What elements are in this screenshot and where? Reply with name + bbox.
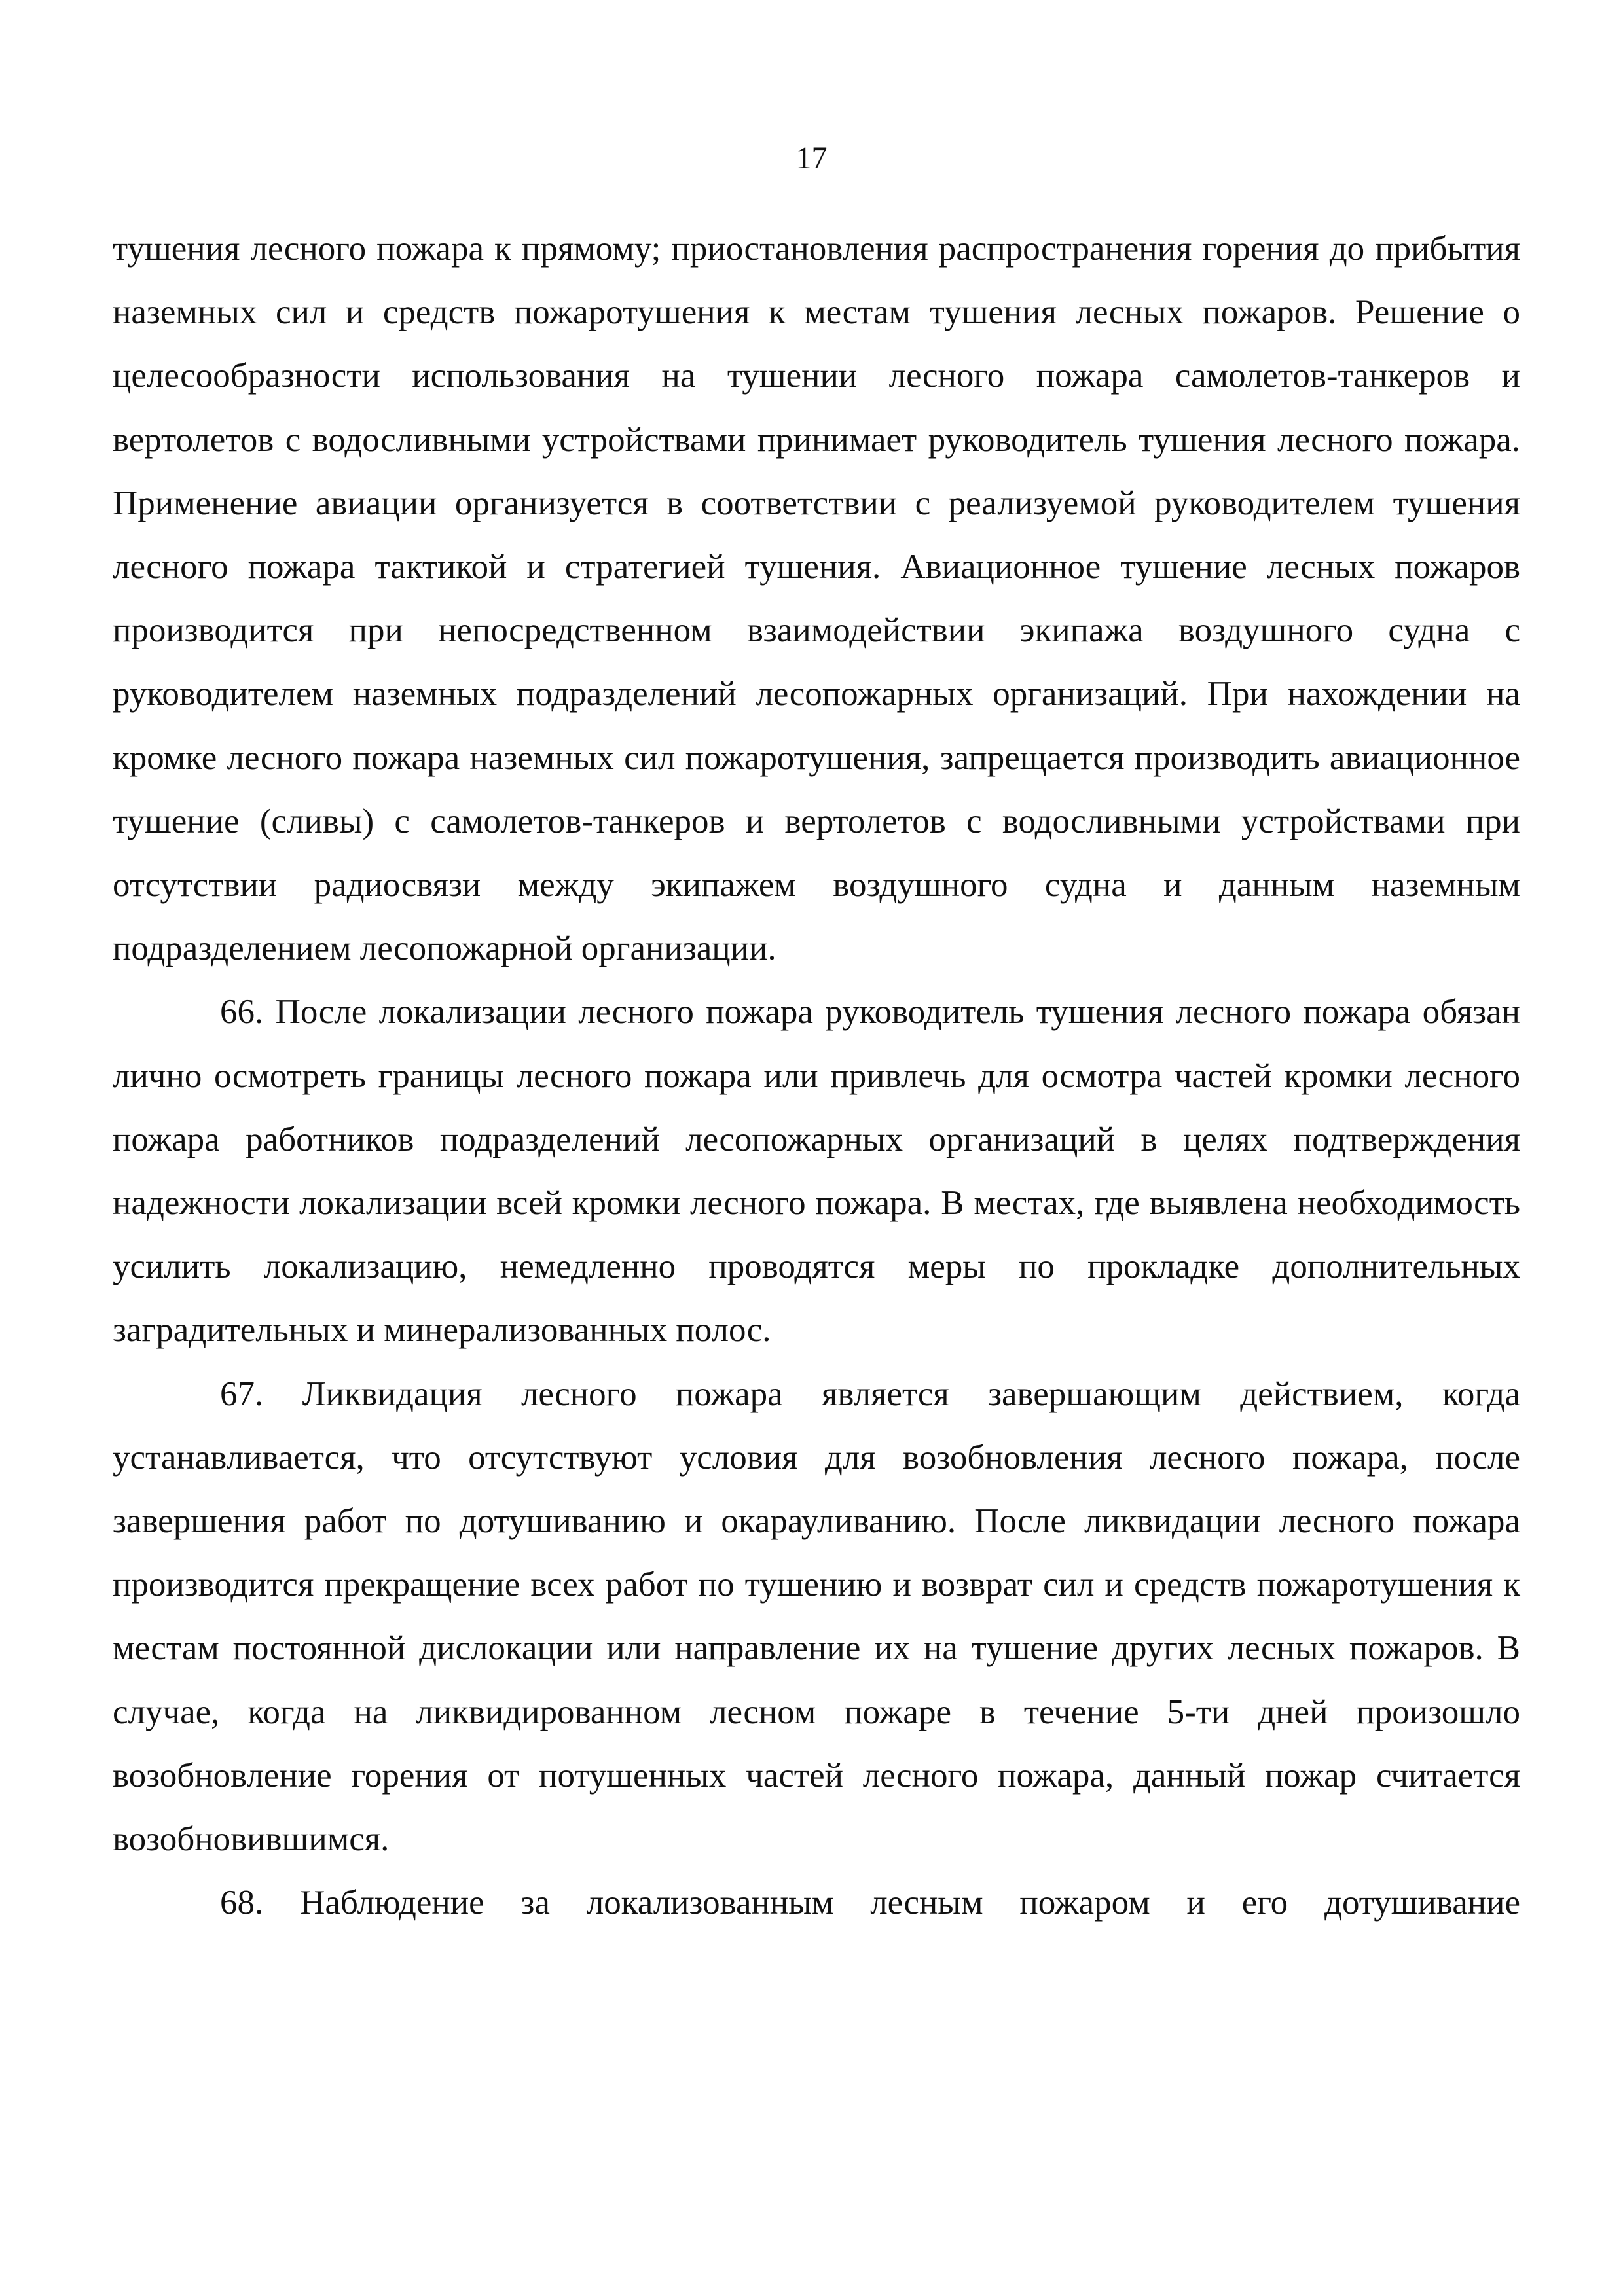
paragraph-66: 66. После локализации лесного пожара руководитель тушения лесного пожара обязан лично осмотреть границы лесного пожара или привлечь для осмотра частей кромки лесного пожара работников подразделений лесопожарных организаций в целях подтверждения надежности локализации всей кромки лесного пожара. В местах, где выявлена необходимость усилить локализацию, немедленно проводятся меры по прокладке дополнительных заградительных и минерализованных полос. <box>113 993 1520 1350</box>
page-number: 17 <box>795 141 828 175</box>
document-body <box>113 217 1520 1935</box>
paragraph-continuation: тушения лесного пожара к прямому; приостановления распространения горения до прибытия наземных сил и средств пожаротушения к местам тушения лесных пожаров. Решение о целесообразности использования на тушении лесного пожара самолетов-танкеров и вертолетов с водосливными устройствами принимает руководитель тушения лесного пожара. Применение авиации организуется в соответствии с реализуемой руководителем тушения лесного пожара тактикой и стратегией тушения. Авиационное тушение лесных пожаров производится при непосредственном взаимодействии экипажа воздушного судна с руководителем наземных подразделений лесопожарных организаций. При нахождении на кромке лесного пожара наземных сил пожаротушения, запрещается производить авиационное тушение (сливы) с самолетов-танкеров и вертолетов с водосливными устройствами при отсутствии радиосвязи между экипажем воздушного судна и данным наземным подразделением лесопожарной организации. <box>113 230 1520 968</box>
paragraph-68: 68. Наблюдение за локализованным лесным пожаром и его дотушивание <box>220 1884 1520 1922</box>
paragraph-67: 67. Ликвидация лесного пожара является завершающим действием, когда устанавливается, что отсутствуют условия для возобновления лесного пожара, после завершения работ по дотушиванию и окарауливанию. После ликвидации лесного пожара производится прекращение всех работ по тушению и возврат сил и средств пожаротушения к местам постоянной дислокации или направление их на тушение других лесных пожаров. В случае, когда на ликвидированном лесном пожаре в течение 5-ти дней произошло возобновление горения от потушенных частей лесного пожара, данный пожар считается возобновившимся. <box>113 1374 1520 1859</box>
